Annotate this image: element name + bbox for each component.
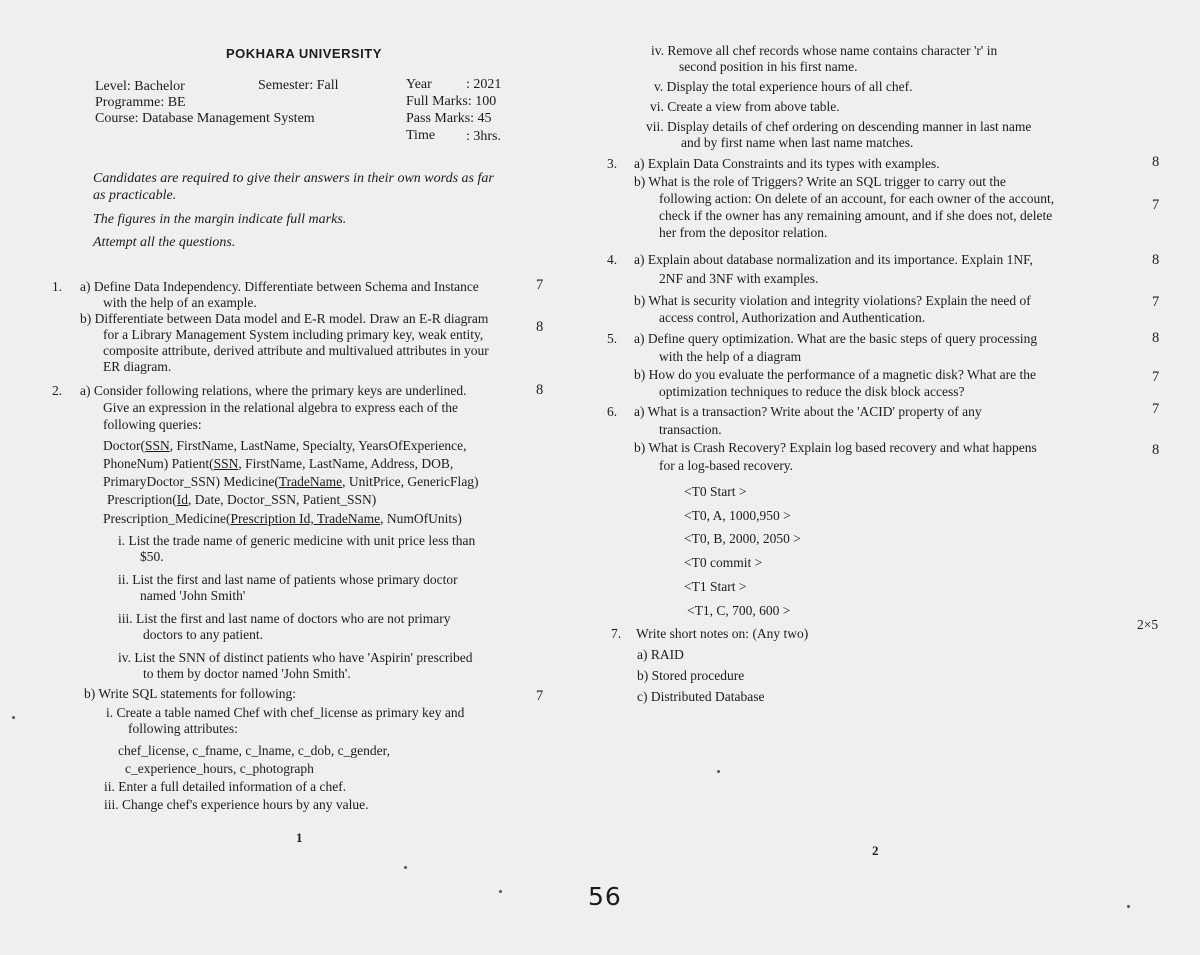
question-text: b) What is security violation and integrity violations? Explain the need of	[634, 293, 1031, 308]
marks: 7	[536, 688, 544, 704]
full-marks: Full Marks: 100	[406, 94, 497, 109]
scan-speck	[717, 770, 720, 773]
question-text: composite attribute, derived attribute and multivalued attributes in your	[103, 343, 489, 358]
relation-text: Prescription(	[107, 492, 177, 507]
chef-attributes: c_experience_hours, c_photograph	[125, 761, 314, 776]
chef-attributes: chef_license, c_fname, c_lname, c_dob, c_gender,	[118, 743, 390, 758]
question-text: b) What is the role of Triggers? Write an SQL trigger to carry out the	[634, 174, 1006, 189]
question-number: 5.	[607, 331, 618, 346]
short-note-item: b) Stored procedure	[637, 668, 745, 683]
sub-question: second position in his first name.	[679, 59, 858, 74]
level-label: Level: Bachelor	[95, 79, 185, 94]
primary-key: Prescription Id, TradeName	[230, 511, 381, 526]
sub-question: iv. List the SNN of distinct patients who have 'Aspirin' prescribed	[118, 650, 473, 665]
year-value: : 2021	[466, 77, 502, 92]
marks: 8	[536, 319, 544, 335]
handwritten-number: 56	[588, 882, 622, 911]
semester-label: Semester: Fall	[258, 78, 339, 93]
relation-schema	[103, 456, 453, 472]
question-text: with the help of a diagram	[659, 349, 802, 364]
question-text: her from the depositor relation.	[659, 225, 828, 240]
time-label: Time	[406, 128, 436, 143]
log-entry: <T0, A, 1000,950 >	[684, 508, 791, 523]
short-note-item: c) Distributed Database	[637, 689, 765, 704]
relation-text: , FirstName, LastName, Address, DOB,	[238, 456, 454, 471]
question-text: a) Explain Data Constraints and its types with examples.	[634, 156, 940, 171]
sub-question: vii. Display details of chef ordering on descending manner in last name	[646, 119, 1032, 134]
question-text: transaction.	[659, 422, 722, 437]
scan-speck	[404, 866, 407, 869]
relation-text: PrimaryDoctor_SSN) Medicine(	[103, 474, 279, 489]
log-entry: <T0 Start >	[684, 484, 747, 499]
question-text: b) How do you evaluate the performance of a magnetic disk? What are the	[634, 367, 1036, 382]
short-note-item: a) RAID	[637, 647, 684, 662]
sub-question: iii. Change chef's experience hours by any value.	[104, 797, 369, 812]
instruction-line: Attempt all the questions.	[93, 235, 236, 250]
primary-key: Id	[176, 492, 188, 507]
question-number: 6.	[607, 404, 618, 419]
log-entry: <T0, B, 2000, 2050 >	[684, 531, 801, 546]
relation-text: PhoneNum) Patient(	[103, 456, 214, 471]
question-text: Give an expression in the relational algebra to express each of the	[103, 400, 458, 415]
sub-question: vi. Create a view from above table.	[650, 99, 840, 114]
marks: 7	[1152, 401, 1160, 417]
marks: 7	[1152, 197, 1160, 213]
instruction-line: Candidates are required to give their answers in their own words as far	[93, 171, 494, 186]
sub-question: iii. List the first and last name of doctors who are not primary	[118, 611, 451, 626]
primary-key: SSN	[144, 438, 170, 453]
sub-question: v. Display the total experience hours of all chef.	[654, 79, 913, 94]
question-text: a) Define Data Independency. Differentiate between Schema and Instance	[80, 279, 479, 294]
question-text: optimization techniques to reduce the disk block access?	[659, 384, 965, 399]
instruction-line: as practicable.	[93, 188, 177, 203]
question-text: 2NF and 3NF with examples.	[659, 271, 819, 286]
sub-question: to them by doctor named 'John Smith'.	[143, 666, 351, 681]
question-number: 4.	[607, 252, 618, 267]
scan-speck	[12, 716, 15, 719]
marks: 8	[1152, 252, 1160, 268]
programme-label: Programme: BE	[95, 95, 186, 110]
sub-question: ii. List the first and last name of patients whose primary doctor	[118, 572, 458, 587]
pass-marks: Pass Marks: 45	[406, 111, 492, 126]
page-number: 1	[296, 830, 303, 845]
sub-question: doctors to any patient.	[143, 627, 263, 642]
question-text: access control, Authorization and Authentication.	[659, 310, 926, 325]
question-text: b) What is Crash Recovery? Explain log based recovery and what happens	[634, 440, 1037, 455]
relation-schema	[107, 492, 376, 508]
relation-text: , UnitPrice, GenericFlag)	[342, 474, 479, 489]
log-entry: <T0 commit >	[684, 555, 763, 570]
question-text: Write short notes on: (Any two)	[636, 626, 809, 641]
relation-text: , Date, Doctor_SSN, Patient_SSN)	[188, 492, 377, 507]
relation-schema	[103, 438, 467, 454]
scan-speck	[499, 890, 502, 893]
relation-text: Prescription_Medicine(	[103, 511, 231, 526]
marks: 7	[1152, 294, 1160, 310]
university-title: POKHARA UNIVERSITY	[226, 46, 382, 61]
sub-question: i. Create a table named Chef with chef_license as primary key and	[106, 705, 465, 720]
question-text: following queries:	[103, 417, 202, 432]
sub-question: ii. Enter a full detailed information of a chef.	[104, 779, 347, 794]
relation-text: , FirstName, LastName, Specialty, YearsOfExperience,	[169, 438, 467, 453]
sub-question: named 'John Smith'	[140, 588, 246, 603]
question-text: a) Consider following relations, where the primary keys are underlined.	[80, 383, 467, 398]
question-text: ER diagram.	[103, 359, 172, 374]
sub-question: i. List the trade name of generic medicine with unit price less than	[118, 533, 476, 548]
sub-question: following attributes:	[128, 721, 238, 736]
relation-text: Doctor(	[103, 438, 145, 453]
question-text: following action: On delete of an account, for each owner of the account,	[659, 191, 1055, 206]
instruction-line: The figures in the margin indicate full marks.	[93, 212, 347, 227]
question-text: with the help of an example.	[103, 295, 257, 310]
primary-key: TradeName	[278, 474, 343, 489]
log-entry: <T1, C, 700, 600 >	[687, 603, 791, 618]
scan-speck	[1127, 905, 1130, 908]
question-text: for a Library Management System including primary key, weak entity,	[103, 327, 484, 342]
question-number: 1.	[52, 279, 63, 294]
question-number: 3.	[607, 156, 618, 171]
course-label: Course: Database Management System	[95, 111, 315, 126]
question-text: a) Explain about database normalization and its importance. Explain 1NF,	[634, 252, 1033, 267]
time-value: : 3hrs.	[466, 129, 501, 144]
sub-question: $50.	[140, 549, 164, 564]
question-number: 7.	[611, 626, 622, 641]
question-text: a) Define query optimization. What are the basic steps of query processing	[634, 331, 1038, 346]
relation-schema	[103, 474, 479, 490]
relation-text: , NumOfUnits)	[380, 511, 462, 526]
question-text: check if the owner has any remaining amount, and if she does not, delete	[659, 208, 1053, 223]
question-number: 2.	[52, 383, 63, 398]
question-text: b) Write SQL statements for following:	[84, 686, 297, 701]
marks: 7	[536, 277, 544, 293]
question-text: for a log-based recovery.	[659, 458, 794, 473]
question-text: b) Differentiate between Data model and E-R model. Draw an E-R diagram	[80, 311, 489, 326]
relation-schema	[103, 511, 462, 527]
marks: 8	[536, 382, 544, 398]
marks: 7	[1152, 369, 1160, 385]
marks: 2×5	[1137, 617, 1159, 632]
year-label: Year	[406, 77, 432, 92]
marks: 8	[1152, 442, 1160, 458]
marks: 8	[1152, 154, 1160, 170]
question-text: a) What is a transaction? Write about the 'ACID' property of any	[634, 404, 982, 419]
sub-question: iv. Remove all chef records whose name contains character 'r' in	[651, 43, 998, 58]
marks: 8	[1152, 330, 1160, 346]
sub-question: and by first name when last name matches.	[681, 135, 914, 150]
log-entry: <T1 Start >	[684, 579, 747, 594]
page-number: 2	[872, 843, 879, 858]
primary-key: SSN	[213, 456, 239, 471]
